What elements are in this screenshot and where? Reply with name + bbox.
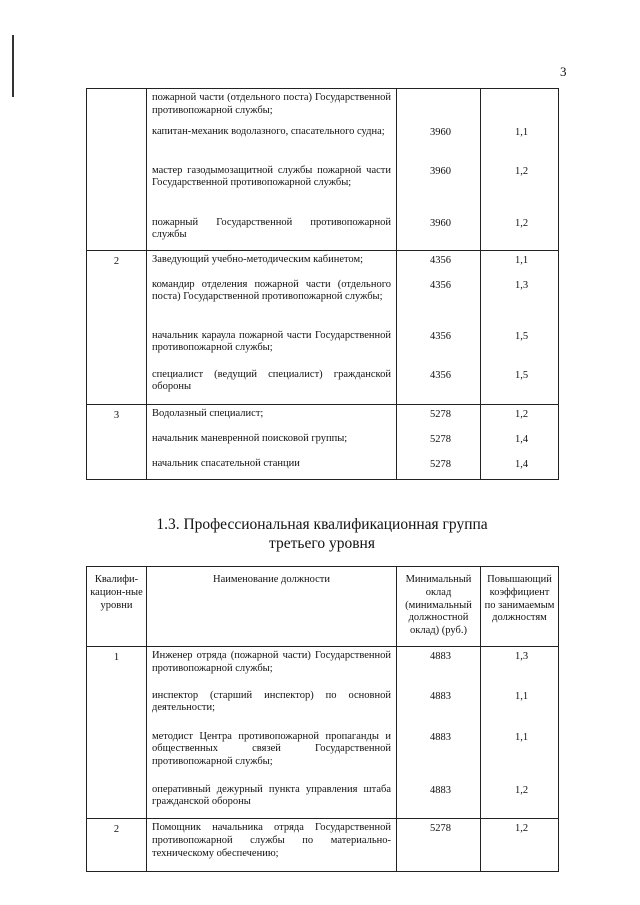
coef-cell: 1,3 xyxy=(481,276,559,327)
level-cell: 2 xyxy=(87,819,147,872)
coef-cell: 1,1 xyxy=(481,123,559,162)
level-cell xyxy=(87,123,147,162)
position-cell: начальник маневренной поисковой группы; xyxy=(147,430,397,455)
position-cell: Водолазный специалист; xyxy=(147,405,397,430)
table-row xyxy=(87,819,559,872)
level-cell xyxy=(87,687,147,728)
coef-header: Повышающий коэффициент по занимаемым должностям xyxy=(481,567,559,647)
coef-cell: 1,4 xyxy=(481,430,559,455)
level-cell xyxy=(87,455,147,480)
position-cell: командир отделения пожарной части (отдельного поста) Государственной противопожарной службы; xyxy=(147,276,397,327)
salary-cell: 4883 xyxy=(397,687,481,728)
coef-cell: 1,3 xyxy=(481,647,559,687)
salary-cell: 3960 xyxy=(397,214,481,251)
position-cell: Инженер отряда (пожарной части) Государственной противопожарной службы; xyxy=(147,647,397,687)
salary-cell: 4356 xyxy=(397,276,481,327)
salary-cell: 4356 xyxy=(397,366,481,405)
table-row xyxy=(87,430,559,455)
position-cell: методист Центра противопожарной пропаганды и общественных связей Государственной противопожарной службы; xyxy=(147,728,397,781)
table-row xyxy=(87,647,559,687)
level-cell: 2 xyxy=(87,251,147,276)
salary-cell: 3960 xyxy=(397,123,481,162)
section-heading-line2: третьего уровня xyxy=(269,535,375,553)
salary-table-continued xyxy=(86,88,559,480)
level-header: Квалифи-кацион-ные уровни xyxy=(87,567,147,647)
table-row xyxy=(87,781,559,819)
salary-cell: 4883 xyxy=(397,728,481,781)
level-cell xyxy=(87,89,147,123)
table-row xyxy=(87,366,559,405)
level-cell: 1 xyxy=(87,647,147,687)
salary-cell: 4883 xyxy=(397,647,481,687)
salary-cell: 5278 xyxy=(397,405,481,430)
level-cell: 3 xyxy=(87,405,147,430)
level-cell xyxy=(87,430,147,455)
position-header: Наименование должности xyxy=(147,567,397,647)
position-cell: Заведующий учебно-методическим кабинетом; xyxy=(147,251,397,276)
coef-cell: 1,2 xyxy=(481,162,559,214)
coef-cell: 1,2 xyxy=(481,214,559,251)
coef-cell: 1,1 xyxy=(481,728,559,781)
salary-table-level3 xyxy=(86,566,559,872)
table-row xyxy=(87,214,559,251)
table-row xyxy=(87,687,559,728)
salary-header: Минимальный оклад (минимальный должностной оклад) (руб.) xyxy=(397,567,481,647)
coef-cell: 1,2 xyxy=(481,819,559,872)
page-number: 3 xyxy=(560,64,567,79)
salary-cell: 5278 xyxy=(397,430,481,455)
position-cell: начальник караула пожарной части Государственной противопожарной службы; xyxy=(147,327,397,366)
coef-cell: 1,4 xyxy=(481,455,559,480)
salary-cell: 4356 xyxy=(397,327,481,366)
position-cell: оперативный дежурный пункта управления штаба гражданской обороны xyxy=(147,781,397,819)
position-cell: пожарной части (отдельного поста) Государственной противопожарной службы; xyxy=(147,89,397,123)
level-cell xyxy=(87,327,147,366)
level-cell xyxy=(87,366,147,405)
coef-cell: 1,2 xyxy=(481,405,559,430)
coef-cell: 1,1 xyxy=(481,687,559,728)
table-row xyxy=(87,455,559,480)
position-cell: Помощник начальника отряда Государственной противопожарной службы по материально-техническому обеспечению; xyxy=(147,819,397,872)
table-header-row xyxy=(87,567,559,647)
level-cell xyxy=(87,781,147,819)
salary-cell xyxy=(397,89,481,123)
table-row xyxy=(87,327,559,366)
salary-cell: 4356 xyxy=(397,251,481,276)
coef-cell: 1,1 xyxy=(481,251,559,276)
position-cell: инспектор (старший инспектор) по основной деятельности; xyxy=(147,687,397,728)
table-row xyxy=(87,162,559,214)
salary-cell: 5278 xyxy=(397,819,481,872)
margin-line xyxy=(12,35,14,97)
salary-cell: 3960 xyxy=(397,162,481,214)
level-cell xyxy=(87,162,147,214)
salary-cell: 5278 xyxy=(397,455,481,480)
position-cell: начальник спасательной станции xyxy=(147,455,397,480)
coef-cell: 1,5 xyxy=(481,366,559,405)
coef-cell xyxy=(481,89,559,123)
level-cell xyxy=(87,276,147,327)
position-cell: специалист (ведущий специалист) гражданской обороны xyxy=(147,366,397,405)
table-row xyxy=(87,405,559,430)
coef-cell: 1,2 xyxy=(481,781,559,819)
level-cell xyxy=(87,728,147,781)
position-cell: капитан-механик водолазного, спасательного судна; xyxy=(147,123,397,162)
table-row xyxy=(87,251,559,276)
table-row xyxy=(87,123,559,162)
table-row xyxy=(87,728,559,781)
position-cell: пожарный Государственной противопожарной службы xyxy=(147,214,397,251)
section-heading-line1: 1.3. Профессиональная квалификационная группа xyxy=(156,516,488,533)
table-row xyxy=(87,89,559,123)
level-cell xyxy=(87,214,147,251)
table-row xyxy=(87,276,559,327)
position-cell: мастер газодымозащитной службы пожарной части Государственной противопожарной службы; xyxy=(147,162,397,214)
coef-cell: 1,5 xyxy=(481,327,559,366)
salary-cell: 4883 xyxy=(397,781,481,819)
section-heading xyxy=(86,515,558,553)
